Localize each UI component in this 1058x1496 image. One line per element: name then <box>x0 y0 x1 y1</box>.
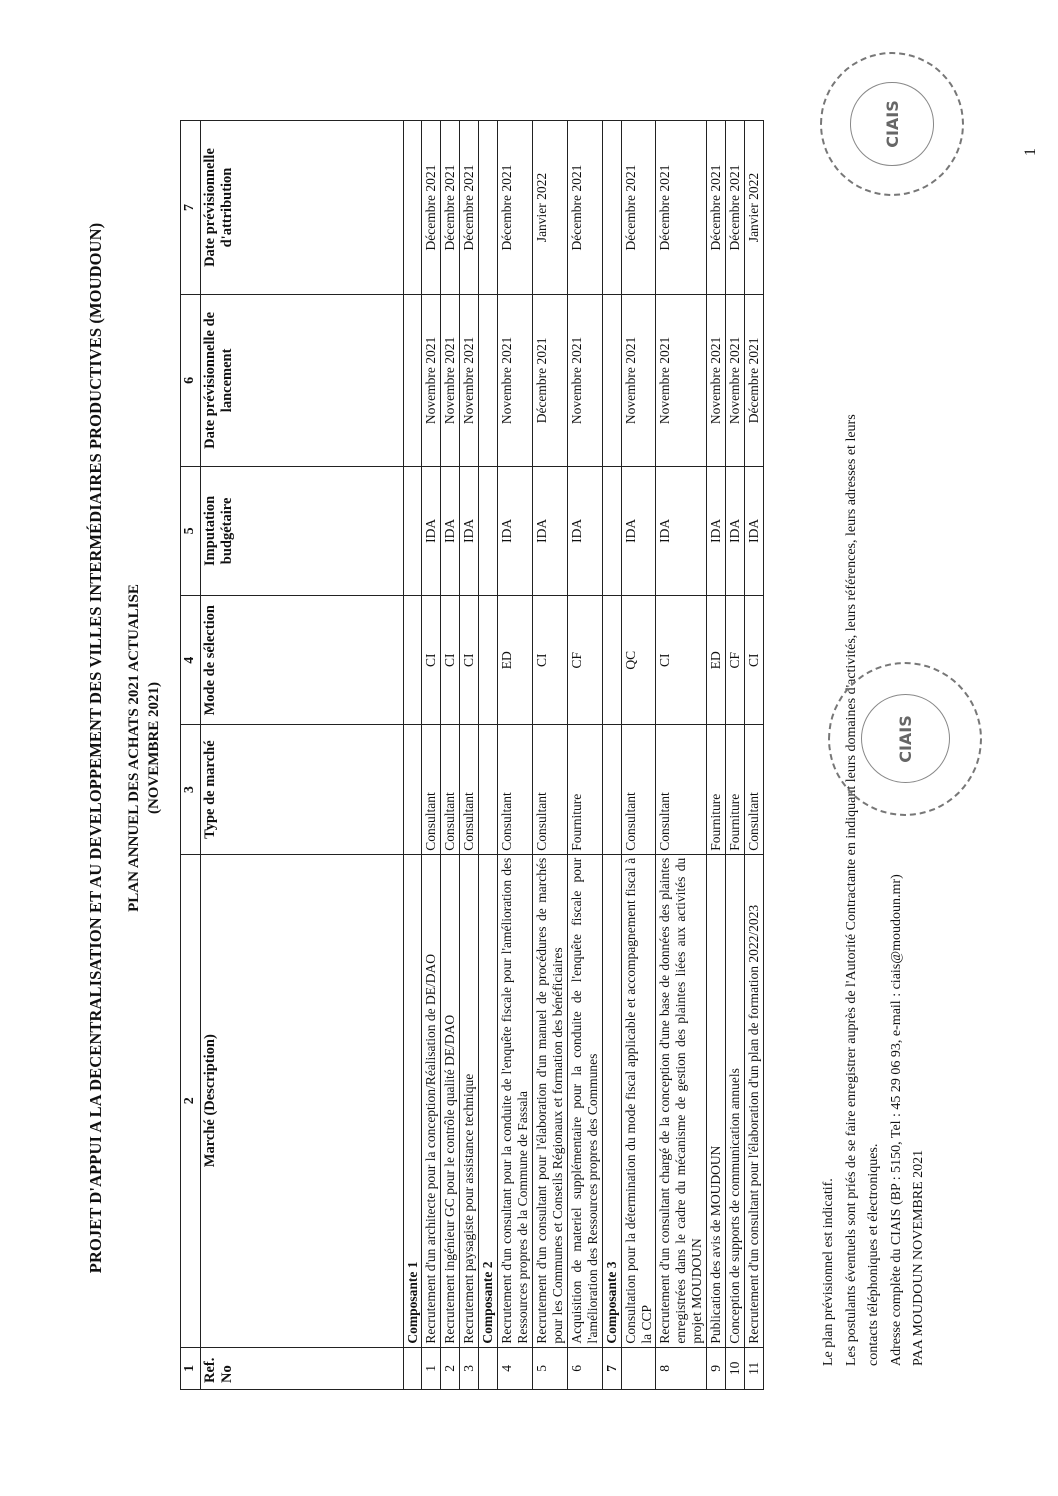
row-ref: 7 <box>602 1347 621 1389</box>
table-row <box>567 121 602 1390</box>
header-marche: Marché (Description) <box>200 854 403 1347</box>
header-mode: Mode de sélection <box>200 596 403 725</box>
row-ref: 5 <box>532 1347 567 1389</box>
row-imputation: IDA <box>441 466 460 595</box>
row-imputation: IDA <box>726 466 745 595</box>
row-imputation: IDA <box>532 466 567 595</box>
row-type: Fourniture <box>567 725 602 854</box>
empty-cell <box>602 725 621 854</box>
row-mode: CI <box>441 596 460 725</box>
header-imputation: Imputation budgétaire <box>200 466 403 595</box>
column-number: 6 <box>181 295 201 467</box>
empty-cell <box>602 121 621 295</box>
document-title: PROJET D'APPUI A LA DECENTRALISATION ET AU DEVELOPPEMENT DES VILLES INTERMÉDIAIRES PRODUCTIVES (MOUDOUN) <box>86 222 105 1274</box>
row-imputation: IDA <box>745 466 764 595</box>
empty-cell <box>479 295 498 467</box>
row-mode: ED <box>498 596 533 725</box>
row-ref <box>621 1347 656 1389</box>
row-type: Consultant <box>656 725 707 854</box>
row-mode: CF <box>726 596 745 725</box>
row-launch-date: Novembre 2021 <box>498 295 533 467</box>
table-row <box>422 121 441 1390</box>
row-award-date: Décembre 2021 <box>656 121 707 295</box>
footer-line: PAA MOUDOUN NOVEMBRE 2021 <box>911 1149 926 1366</box>
document-date: (NOVEMBRE 2021) <box>146 681 162 815</box>
row-launch-date: Novembre 2021 <box>621 295 656 467</box>
row-imputation: IDA <box>498 466 533 595</box>
footer-line: Les postulants éventuels sont priés de se faire enregistrer auprès de l'Autorité Contractante en indiquant leurs domaines d'activités, leurs références, leurs adresses et leurs <box>843 414 859 1366</box>
row-award-date: Décembre 2021 <box>441 121 460 295</box>
stamp-center: CIAIS <box>850 82 933 165</box>
row-ref: 9 <box>707 1347 726 1389</box>
row-mode: CF <box>567 596 602 725</box>
row-mode: CI <box>532 596 567 725</box>
row-mode: CI <box>460 596 479 725</box>
empty-cell <box>479 466 498 595</box>
column-number: 7 <box>181 121 201 295</box>
table-row <box>532 121 567 1390</box>
row-mode: QC <box>621 596 656 725</box>
row-ref <box>403 1347 422 1389</box>
table-row <box>707 121 726 1390</box>
row-mode: CI <box>745 596 764 725</box>
row-imputation: IDA <box>567 466 602 595</box>
empty-cell <box>479 596 498 725</box>
column-number: 1 <box>181 1347 201 1389</box>
row-ref: 2 <box>441 1347 460 1389</box>
column-number: 4 <box>181 596 201 725</box>
row-mode: CI <box>422 596 441 725</box>
table-row <box>441 121 460 1390</box>
component-row <box>403 121 422 1390</box>
row-description: Acquisition de materiel supplémentaire pour la conduite de l'enquête fiscale pour l'amélioration des Ressources propres des Communes <box>567 854 602 1347</box>
row-award-date: Décembre 2021 <box>621 121 656 295</box>
row-description: Recrutement paysagiste pour assistance technique <box>460 854 479 1347</box>
table-row <box>726 121 745 1390</box>
row-mode: ED <box>707 596 726 725</box>
row-description: Conception de supports de communication annuels <box>726 854 745 1347</box>
footer-line: Adresse complète du CIAIS (BP : 5150, Tel : 45 29 06 93, e-mail : ciais@moudoun.mr) <box>888 874 904 1366</box>
row-award-date: Janvier 2022 <box>532 121 567 295</box>
row-launch-date: Décembre 2021 <box>532 295 567 467</box>
empty-cell <box>602 466 621 595</box>
table-row <box>460 121 479 1390</box>
row-description: Recrutement d'un consultant pour l'élaboration d'un plan de formation 2022/2023 <box>745 854 764 1347</box>
row-type: Consultant <box>621 725 656 854</box>
stamp-center: CIAIS <box>861 695 950 784</box>
footer-line: Le plan prévisionnel est indicatif. <box>821 1178 836 1366</box>
footer-line: contacts téléphoniques et électroniques. <box>866 1143 881 1366</box>
document-subtitle: PLAN ANNUEL DES ACHATS 2021 ACTUALISE <box>126 584 142 912</box>
row-description: Recrutement d'un consultant chargé de la conception d'une base de données des plaintes enregistrées dans le cadre du mécanisme de gestion des plaintes liées aux activités du projet MOUDOUN <box>656 854 707 1347</box>
row-award-date: Décembre 2021 <box>567 121 602 295</box>
empty-cell <box>479 725 498 854</box>
table-row <box>498 121 533 1390</box>
row-type: Consultant <box>422 725 441 854</box>
row-type: Consultant <box>498 725 533 854</box>
row-ref: 4 <box>498 1347 533 1389</box>
row-launch-date: Décembre 2021 <box>745 295 764 467</box>
header-attribution: Date prévisionnelle d'attribution <box>200 121 403 295</box>
row-ref: 8 <box>656 1347 707 1389</box>
row-description: Recrutement d'un consultant pour l'élaboration d'un manuel de procédures de marchés pour les Communes et Conseils Régionaux et formation des bénéficiaires <box>532 854 567 1347</box>
row-imputation: IDA <box>460 466 479 595</box>
component-label: Composante 3 <box>602 854 621 1347</box>
empty-cell <box>403 121 422 295</box>
row-description: Consultation pour la détermination du mode fiscal applicable et accompagnement fiscal à la CCP <box>621 854 656 1347</box>
row-launch-date: Novembre 2021 <box>460 295 479 467</box>
component-row <box>479 121 498 1390</box>
row-type: Fourniture <box>726 725 745 854</box>
row-ref: 3 <box>460 1347 479 1389</box>
row-ref <box>479 1347 498 1389</box>
row-description: Recrutement d'un architecte pour la conception/Réalisation de DE/DAO <box>422 854 441 1347</box>
row-type: Fourniture <box>707 725 726 854</box>
row-imputation: IDA <box>422 466 441 595</box>
empty-cell <box>403 466 422 595</box>
component-label: Composante 2 <box>479 854 498 1347</box>
row-launch-date: Novembre 2021 <box>707 295 726 467</box>
row-ref: 6 <box>567 1347 602 1389</box>
empty-cell <box>479 121 498 295</box>
header-lancement: Date prévisionnelle de lancement <box>200 295 403 467</box>
row-description: Recrutement ingénieur GC pour le contrôle qualité DE/DAO <box>441 854 460 1347</box>
row-type: Consultant <box>460 725 479 854</box>
row-award-date: Janvier 2022 <box>745 121 764 295</box>
official-stamp <box>828 662 982 816</box>
table-row <box>745 121 764 1390</box>
page-number: 1 <box>1022 148 1039 156</box>
row-ref: 1 <box>422 1347 441 1389</box>
column-number: 3 <box>181 725 201 854</box>
row-mode: CI <box>656 596 707 725</box>
table-row <box>656 121 707 1390</box>
header-row <box>200 121 403 1390</box>
column-number: 2 <box>181 854 201 1347</box>
procurement-table <box>180 120 764 1390</box>
row-launch-date: Novembre 2021 <box>441 295 460 467</box>
row-imputation: IDA <box>621 466 656 595</box>
row-description: Recrutement d'un consultant pour la conduite de l'enquête fiscale pour l'amélioration des Ressources propres de la Commune de Fassala <box>498 854 533 1347</box>
row-description: Publication des avis de MOUDOUN <box>707 854 726 1347</box>
official-stamp <box>820 52 964 196</box>
empty-cell <box>403 295 422 467</box>
empty-cell <box>602 295 621 467</box>
row-launch-date: Novembre 2021 <box>656 295 707 467</box>
row-award-date: Décembre 2021 <box>422 121 441 295</box>
row-type: Consultant <box>745 725 764 854</box>
row-award-date: Décembre 2021 <box>460 121 479 295</box>
row-award-date: Décembre 2021 <box>707 121 726 295</box>
row-ref: 10 <box>726 1347 745 1389</box>
column-number-row <box>181 121 201 1390</box>
component-row <box>602 121 621 1390</box>
row-type: Consultant <box>532 725 567 854</box>
empty-cell <box>403 596 422 725</box>
row-type: Consultant <box>441 725 460 854</box>
row-ref: 11 <box>745 1347 764 1389</box>
row-launch-date: Novembre 2021 <box>422 295 441 467</box>
header-type: Type de marché <box>200 725 403 854</box>
row-launch-date: Novembre 2021 <box>726 295 745 467</box>
empty-cell <box>602 596 621 725</box>
table-row <box>621 121 656 1390</box>
empty-cell <box>403 725 422 854</box>
row-launch-date: Novembre 2021 <box>567 295 602 467</box>
component-label: Composante 1 <box>403 854 422 1347</box>
row-imputation: IDA <box>656 466 707 595</box>
row-imputation: IDA <box>707 466 726 595</box>
header-ref: Ref. No <box>200 1347 403 1389</box>
column-number: 5 <box>181 466 201 595</box>
row-award-date: Décembre 2021 <box>726 121 745 295</box>
row-award-date: Décembre 2021 <box>498 121 533 295</box>
